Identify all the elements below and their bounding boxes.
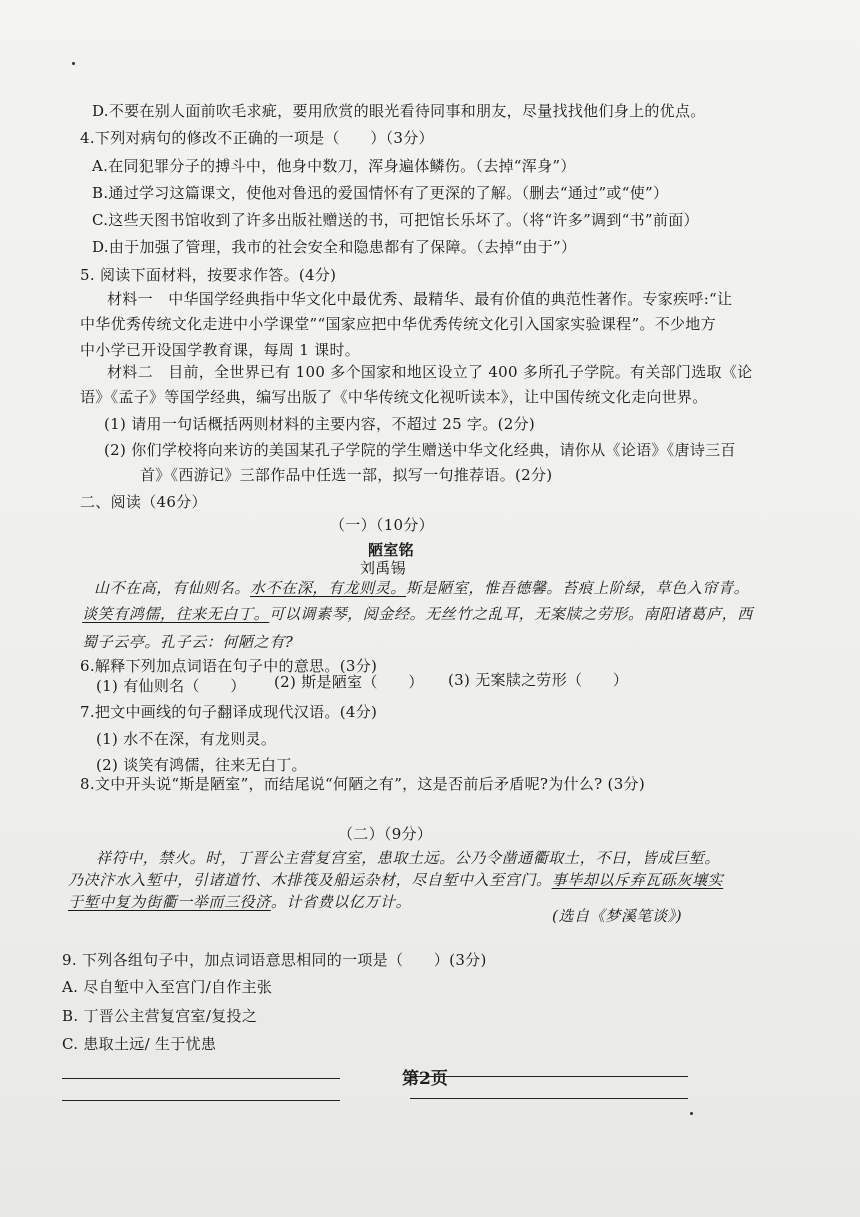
- q9-option-c: C. 患取土远/ 生于忧患: [62, 1035, 217, 1053]
- passage-2-line-2-start: 乃决汴水入堑中，引诸道竹、木排筏及船运杂材，尽自堑中入至宫门。: [68, 871, 552, 889]
- q5-sub-1: (1) 请用一句话概括两则材料的主要内容，不超过 25 字。(2分): [104, 415, 536, 433]
- footer-rule-left-top: [62, 1078, 340, 1079]
- poem-line-1-end: 斯是陋室，惟吾德馨。苔痕上阶绿，草色入帘青。: [406, 579, 750, 597]
- q4-stem: 4.下列对病句的修改不正确的一项是（ ）（3分）: [80, 129, 434, 147]
- q9-option-a: A. 尽自堑中入至宫门/自作主张: [62, 978, 273, 996]
- material-2-line-1: 材料二 目前，全世界已有 100 多个国家和地区设立了 400 多所孔子学院。有关部门选取《论: [107, 363, 753, 381]
- part-1-heading: （一）（10分）: [330, 516, 434, 534]
- page-number: 第2页: [402, 1069, 448, 1089]
- material-1-line-2: 中华优秀传统文化走进中小学课堂”“国家应把中华优秀传统文化引入国家实验课程”。不少地方: [80, 315, 716, 333]
- q6-item-2: (2) 斯是陋室（ ）: [274, 673, 424, 691]
- q7-stem: 7.把文中画线的句子翻译成现代汉语。(4分): [80, 703, 378, 721]
- scan-speck: [72, 62, 75, 65]
- footer-rule-left-bottom: [62, 1100, 340, 1101]
- underlined-sentence-3: 事毕却以斥弃瓦砾灰壤实: [551, 871, 724, 889]
- poem-author: 刘禹锡: [360, 559, 406, 577]
- q7-item-2: (2) 谈笑有鸿儒，往来无白丁。: [96, 756, 307, 774]
- poem-line-2-end: 可以调素琴，阅金经。无丝竹之乱耳，无案牍之劳形。南阳诸葛庐，西: [269, 605, 753, 623]
- part-2-heading: （二）（9分）: [338, 825, 433, 843]
- material-1-line-1: 材料一 中华国学经典指中华文化中最优秀、最精华、最有价值的典范性著作。专家疾呼:“让: [107, 290, 733, 308]
- underlined-sentence-1: 水不在深，有龙则灵。: [250, 579, 407, 597]
- material-2-line-2: 语》《孟子》等国学经典，编写出版了《中华传统文化视听读本》，让中国传统文化走向世界。: [80, 388, 708, 406]
- section-2-heading: 二、阅读（46分）: [80, 493, 207, 511]
- q5-sub-2-line-2: 首》《西游记》三部作品中任选一部，拟写一句推荐语。(2分): [140, 466, 553, 484]
- q6-item-1: (1) 有仙则名（ ）: [96, 677, 246, 695]
- footer-rule-right-bottom: [410, 1098, 688, 1099]
- poem-line-1-start: 山不在高，有仙则名。: [94, 579, 251, 597]
- footer-rule-right-top: [410, 1076, 688, 1077]
- q5-stem: 5. 阅读下面材料，按要求作答。(4分): [80, 266, 337, 284]
- poem-line-2: [82, 604, 753, 624]
- passage-2-line-3: [68, 892, 411, 912]
- q3-option-d: D.不要在别人面前吹毛求疵，要用欣赏的眼光看待同事和朋友，尽量找找他们身上的优点。: [92, 102, 706, 120]
- passage-2-line-1: 祥符中，禁火。时，丁晋公主营复宫室，患取土远。公乃令凿通衢取土，不日，皆成巨堑。: [96, 849, 721, 867]
- underlined-sentence-3-cont: 于堑中复为街衢一举而三役济: [68, 893, 271, 911]
- poem-title: 陋室铭: [368, 541, 414, 559]
- passage-2-line-2: [68, 870, 723, 890]
- q8-stem: 8.文中开头说“斯是陋室”，而结尾说“何陋之有”，这是否前后矛盾呢?为什么? (3分): [80, 775, 645, 793]
- q6-item-3: (3) 无案牍之劳形（ ）: [448, 671, 629, 689]
- material-1-line-3: 中小学已开设国学教育课，每周 1 课时。: [80, 341, 361, 359]
- q6-stem: 6.解释下列加点词语在句子中的意思。(3分): [80, 657, 378, 675]
- q4-option-a: A.在同犯罪分子的搏斗中，他身中数刀，浑身遍体鳞伤。（去掉“浑身”）: [92, 157, 576, 175]
- q9-stem: 9. 下列各组句子中，加点词语意思相同的一项是（ ）(3分): [62, 951, 487, 969]
- underlined-sentence-2: 谈笑有鸿儒，往来无白丁。: [82, 605, 270, 623]
- q7-item-1: (1) 水不在深，有龙则灵。: [96, 730, 277, 748]
- q4-option-d: D.由于加强了管理，我市的社会安全和隐患都有了保障。（去掉“由于”）: [92, 238, 577, 256]
- q4-option-c: C.这些天图书馆收到了许多出版社赠送的书，可把馆长乐坏了。（将“许多”调到“书”前面）: [92, 211, 699, 229]
- passage-2-line-3-end: 。计省费以亿万计。: [270, 893, 412, 911]
- poem-line-3: 蜀子云亭。孔子云：何陋之有?: [82, 633, 294, 651]
- q5-sub-2-line-1: (2) 你们学校将向来访的美国某孔子学院的学生赠送中华文化经典，请你从《论语》《唐诗三百: [104, 441, 736, 459]
- scan-speck: [690, 1112, 693, 1115]
- passage-2-source: (选自《梦溪笔谈》): [552, 907, 683, 925]
- q4-option-b: B.通过学习这篇课文，使他对鲁迅的爱国情怀有了更深的了解。（删去“通过”或“使”）: [92, 184, 669, 202]
- poem-line-1: [94, 578, 749, 598]
- q9-option-b: B. 丁晋公主营复宫室/复投之: [62, 1007, 258, 1025]
